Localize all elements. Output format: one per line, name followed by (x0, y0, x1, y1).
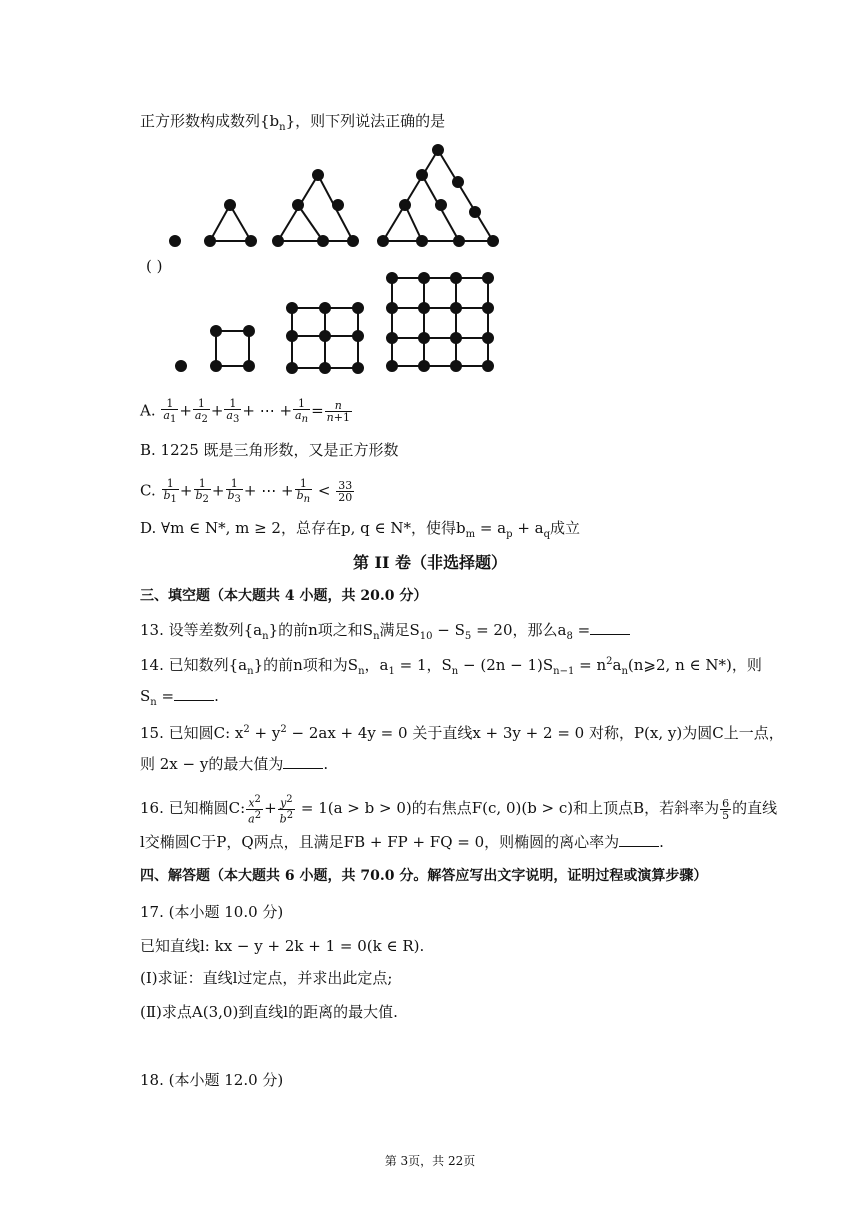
answer-bracket: ( ) (146, 257, 163, 275)
question-17-part-2: (Ⅱ)求点A(3,0)到直线l的距离的最大值. (140, 1003, 398, 1021)
page-footer: 第 3页，共 22页 (384, 1154, 476, 1168)
question-18-title: 18. (本小题 12.0 分) (140, 1071, 284, 1089)
question-17-title: 17. (本小题 10.0 分) (140, 903, 284, 921)
question-14-line-2: $S_n$ = . (140, 687, 219, 708)
question-16: 16. 已知椭圆C: $\frac{x^2}{a^2}$ + $\frac{y^2}{b^2}$ = 1(a > b > 0)的右焦点F(c, 0)(b > c)和上顶点B，若斜率为 $\frac{6}{5}$ 的直线 (140, 794, 778, 826)
square-numbers-figure (170, 270, 510, 380)
question-17-statement: 已知直线l: kx − y + 2k + 1 = 0(k ∈ R). (140, 937, 425, 955)
section-4-header: 四、解答题（本大题共 6 小题，共 70.0 分。解答应写出文字说明，证明过程或演算步骤） (140, 868, 708, 884)
question-16-line-2: l交椭圆C于P，Q两点，且满足FB + FP + FQ = 0，则椭圆的离心率为 . (140, 833, 664, 851)
question-15: 15. 已知圆C: $x^2 + y^2 - 2ax + 4y = 0$ 关于直线x + 3y + 2 = 0 对称，P(x, y)为圆C上一点， (140, 724, 784, 742)
answer-blank (590, 620, 630, 635)
intro-line: 正方形数构成数列$\{b_n\}$，则下列说法正确的是 (140, 112, 446, 133)
section-3-header: 三、填空题（本大题共 4 小题，共 20.0 分） (140, 588, 428, 604)
question-14: 14. 已知数列$\{a_n\}$的前n项和为$S_n$，$a_1 = 1$，$S_n - (2n - 1)S_{n-1}$ = $n^2a_n(n⩾2$, n ∈ N*)，则 (140, 656, 762, 677)
section-2-title: 第 II 卷（非选择题） (352, 553, 508, 572)
question-13: 13. 设等差数列$\{a_n\}$的前n项之和$S_n$满足$S_{10} - S_5 = 20$，那么$a_8$ = (140, 620, 630, 647)
answer-blank (174, 686, 214, 701)
answer-blank (619, 832, 659, 847)
question-17-part-1: (Ⅰ)求证：直线l过定点，并求出此定点; (140, 969, 393, 987)
option-c: C. $\frac{1}{b_1}$ + $\frac{1}{b_2}$ + $\frac{1}{b_3}$ + ⋯ + $\frac{1}{b_n}$ < $\frac{33}{20}$ (140, 477, 353, 506)
question-15-line-2: 则 2x − y的最大值为 . (140, 755, 329, 773)
triangle-numbers-figure (160, 140, 520, 250)
option-d: D. ∀m ∈ N*, m ≥ 2，总存在p, q ∈ N*，使得$b_m = a_p + a_q$成立 (140, 519, 581, 540)
option-a: A. $\frac{1}{a_1}$ + $\frac{1}{a_2}$ + $\frac{1}{a_3}$ + ⋯ + $\frac{1}{a_n}$ = $\frac{n}{n+1}$ (140, 397, 350, 426)
option-b: B. 1225 既是三角形数，又是正方形数 (140, 441, 399, 459)
answer-blank (283, 754, 323, 769)
